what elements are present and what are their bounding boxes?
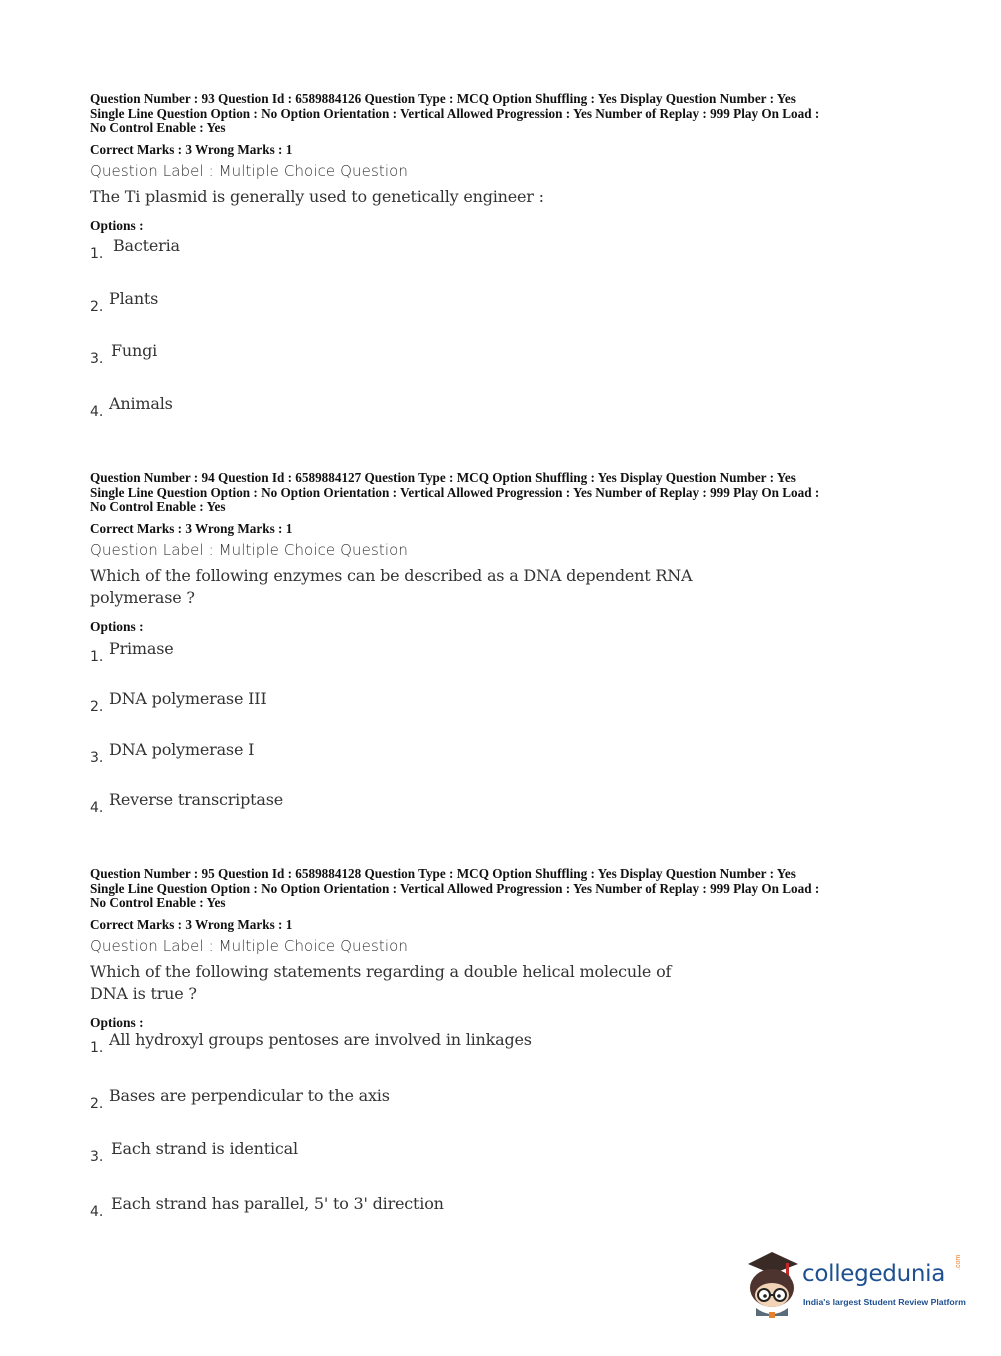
question-label: Question Label : Multiple Choice Question: [90, 936, 409, 955]
option-text: Primase: [109, 639, 174, 658]
option-number: 2.: [90, 1096, 104, 1112]
question-block-95: [90, 867, 920, 1031]
question-block-94: [90, 471, 920, 635]
option-number: 2.: [90, 299, 104, 315]
options-heading: Options :: [90, 618, 144, 634]
option-number: 1.: [90, 246, 104, 262]
question-marks: Correct Marks : 3 Wrong Marks : 1: [90, 141, 293, 157]
option-text: All hydroxyl groups pentoses are involved in linkages: [109, 1030, 532, 1049]
option-text: Each strand has parallel, 5' to 3' direction: [111, 1194, 444, 1213]
option-text: Bacteria: [113, 236, 180, 255]
brand-name: collegedunia: [802, 1261, 946, 1287]
option-text: DNA polymerase III: [109, 689, 267, 708]
option-text: DNA polymerase I: [109, 740, 255, 759]
question-marks: Correct Marks : 3 Wrong Marks : 1: [90, 520, 293, 536]
question-block-93: [90, 92, 920, 234]
option-number: 3.: [90, 1149, 104, 1165]
question-meta: Question Number : 93 Question Id : 6589884126 Question Type : MCQ Option Shuffling : Yes Display Question Number : Yes Single Line Question Option : No Option Orientation : Vertical Allowed Progression : Yes Number of Replay : 999 Play On Load : No Control Enable : Yes: [90, 91, 820, 136]
question-stem: The Ti plasmid is generally used to genetically engineer :: [90, 186, 544, 206]
option-text: Bases are perpendicular to the axis: [109, 1086, 390, 1105]
question-meta: Question Number : 95 Question Id : 6589884128 Question Type : MCQ Option Shuffling : Yes Display Question Number : Yes Single Line Question Option : No Option Orientation : Vertical Allowed Progression : Yes Number of Replay : 999 Play On Load : No Control Enable : Yes: [90, 866, 820, 911]
option-number: 3.: [90, 750, 104, 766]
question-label: Question Label : Multiple Choice Question: [90, 540, 409, 559]
question-stem: Which of the following statements regarding a double helical molecule of DNA is true ?: [90, 961, 672, 1003]
brand-suffix: .com: [955, 1254, 962, 1270]
question-stem: Which of the following enzymes can be described as a DNA dependent RNA polymerase ?: [90, 565, 693, 607]
option-number: 1.: [90, 649, 104, 665]
option-text: Reverse transcriptase: [109, 790, 283, 809]
option-number: 4.: [90, 1204, 104, 1220]
options-heading: Options :: [90, 1014, 144, 1030]
option-text: Each strand is identical: [111, 1139, 298, 1158]
question-marks: Correct Marks : 3 Wrong Marks : 1: [90, 916, 293, 932]
option-number: 1.: [90, 1040, 104, 1056]
option-number: 2.: [90, 699, 104, 715]
option-number: 4.: [90, 800, 104, 816]
brand-tagline: India's largest Student Review Platform: [803, 1297, 966, 1307]
question-label: Question Label : Multiple Choice Question: [90, 161, 409, 180]
option-number: 4.: [90, 404, 104, 420]
options-heading: Options :: [90, 217, 144, 233]
collegedunia-logo: [742, 1250, 972, 1320]
option-number: 3.: [90, 351, 104, 367]
mascot-icon: [742, 1250, 804, 1320]
question-meta: Question Number : 94 Question Id : 6589884127 Question Type : MCQ Option Shuffling : Yes Display Question Number : Yes Single Line Question Option : No Option Orientation : Vertical Allowed Progression : Yes Number of Replay : 999 Play On Load : No Control Enable : Yes: [90, 470, 820, 515]
option-text: Animals: [109, 394, 173, 413]
option-text: Fungi: [111, 341, 158, 360]
option-text: Plants: [109, 289, 159, 308]
